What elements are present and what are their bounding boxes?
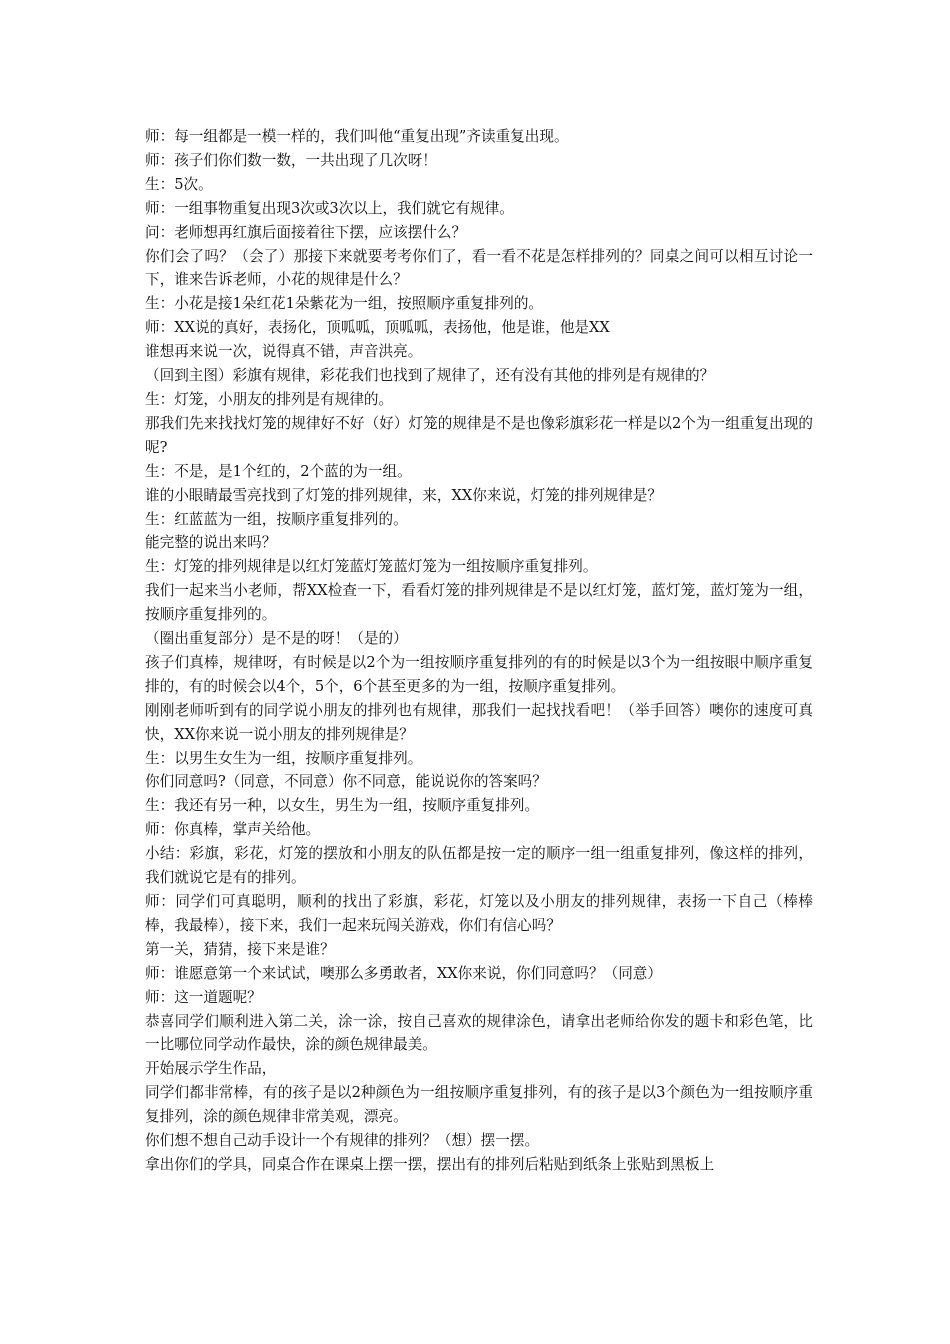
- paragraph-26: 小结：彩旗，彩花，灯笼的摆放和小朋友的队伍都是按一定的顺序一组一组重复排列，像这样的排列，我们就说它是有的排列。: [145, 845, 813, 887]
- paragraph-29: 师：谁愿意第一个来试试，噢那么多勇敢者，XX你来说，你们同意吗？（同意）: [145, 964, 662, 982]
- paragraph-9: 谁想再来说一次，说得真不错，声音洪亮。: [145, 343, 423, 361]
- paragraph-33: 同学们都非常棒，有的孩子是以2种颜色为一组按顺序重复排列，有的孩子是以3个颜色为一组按顺序重复排列，涂的颜色规律非常美观，漂亮。: [145, 1084, 813, 1126]
- paragraph-35: 拿出你们的学具，同桌合作在课桌上摆一摆，摆出有的排列后粘贴到纸条上张贴到黑板上: [145, 1155, 715, 1173]
- paragraph-1: 师：每一组都是一模一样的，我们叫他“重复出现”齐读重复出现。: [145, 128, 569, 145]
- paragraph-23: 你们同意吗?（同意，不同意）你不同意，能说说你的答案吗？: [145, 773, 547, 791]
- paragraph-15: 生：红蓝蓝为一组，按顺序重复排列的。: [145, 510, 408, 528]
- paragraph-32: 开始展示学生作品，: [145, 1060, 277, 1078]
- paragraph-8: 师：XX说的真好，表扬化，顶呱呱，顶呱呱，表扬他，他是谁，他是XX: [145, 319, 610, 337]
- paragraph-2: 师：孩子们你们数一数，一共出现了几次呀！: [145, 151, 437, 169]
- paragraph-14: 谁的小眼睛最雪亮找到了灯笼的排列规律，来，XX你来说，灯笼的排列规律是？: [145, 486, 662, 504]
- paragraph-24: 生：我还有另一种，以女生，男生为一组，按顺序重复排列。: [145, 797, 540, 815]
- paragraph-6: 你们会了吗？（会了）那接下来就要考考你们了，看一看不花是怎样排列的？同桌之间可以相互讨论一下，谁来告诉老师，小花的规律是什么？: [145, 247, 813, 289]
- paragraph-17: 生：灯笼的排列规律是以红灯笼蓝灯笼蓝灯笼为一组按顺序重复排列。: [145, 558, 598, 576]
- paragraph-4: 师：一组事物重复出现3次或3次以上，我们就它有规律。: [145, 199, 514, 217]
- paragraph-11: 生：灯笼，小朋友的排列是有规律的。: [145, 390, 394, 408]
- paragraph-34: 你们想不想自己动手设计一个有规律的排列？（想）摆一摆。: [145, 1132, 540, 1150]
- paragraph-21: 刚刚老师听到有的同学说小朋友的排列也有规律，那我们一起找找看吧！（举手回答）噢你的速度可真快，XX你来说一说小朋友的排列规律是？: [145, 701, 813, 743]
- paragraph-12: 那我们先来找找灯笼的规律好不好（好）灯笼的规律是不是也像彩旗彩花一样是以2个为一组重复出现的呢?: [145, 414, 813, 456]
- paragraph-28: 第一关，猜猜，接下来是谁？: [145, 940, 335, 958]
- paragraph-31: 恭喜同学们顺利进入第二关，涂一涂，按自己喜欢的规律涂色，请拿出老师给你发的题卡和彩色笔，比一比哪位同学动作最快，涂的颜色规律最美。: [145, 1012, 813, 1054]
- paragraph-7: 生：小花是接1朵红花1朵紫花为一组，按照顺序重复排列的。: [145, 295, 544, 313]
- paragraph-22: 生：以男生女生为一组，按顺序重复排列。: [145, 749, 423, 767]
- paragraph-25: 师：你真棒，掌声关给他。: [145, 821, 321, 839]
- paragraph-13: 生：不是，是1个红的，2个蓝的为一组。: [145, 462, 412, 480]
- paragraph-10: （回到主图）彩旗有规律，彩花我们也找到了规律了，还有没有其他的排列是有规律的？: [145, 367, 715, 385]
- paragraph-16: 能完整的说出来吗？: [145, 534, 277, 552]
- paragraph-3: 生：5次。: [145, 175, 213, 193]
- paragraph-18: 我们一起来当小老师，帮XX检查一下，看看灯笼的排列规律是不是以红灯笼，蓝灯笼，蓝灯笼为一组，按顺序重复排列的。: [145, 582, 813, 624]
- paragraph-27: 师：同学们可真聪明，顺利的找出了彩旗，彩花，灯笼以及小朋友的排列规律，表扬一下自己（棒棒棒，我最棒），接下来，我们一起来玩闯关游戏，你们有信心吗？: [145, 893, 813, 934]
- paragraph-5: 问：老师想再红旗后面接着往下摆，应该摆什么？: [145, 223, 467, 241]
- paragraph-19: （圈出重复部分）是不是的呀！（是的）: [145, 630, 408, 648]
- paragraph-30: 师：这一道题呢？: [145, 988, 262, 1006]
- document-body: [145, 125, 813, 1177]
- paragraph-20: 孩子们真棒，规律呀，有时候是以2个为一组按顺序重复排列的有的时候是以3个为一组按眼中顺序重复排的，有的时候会以4个，5个，6个甚至更多的为一组，按顺序重复排列。: [145, 653, 813, 695]
